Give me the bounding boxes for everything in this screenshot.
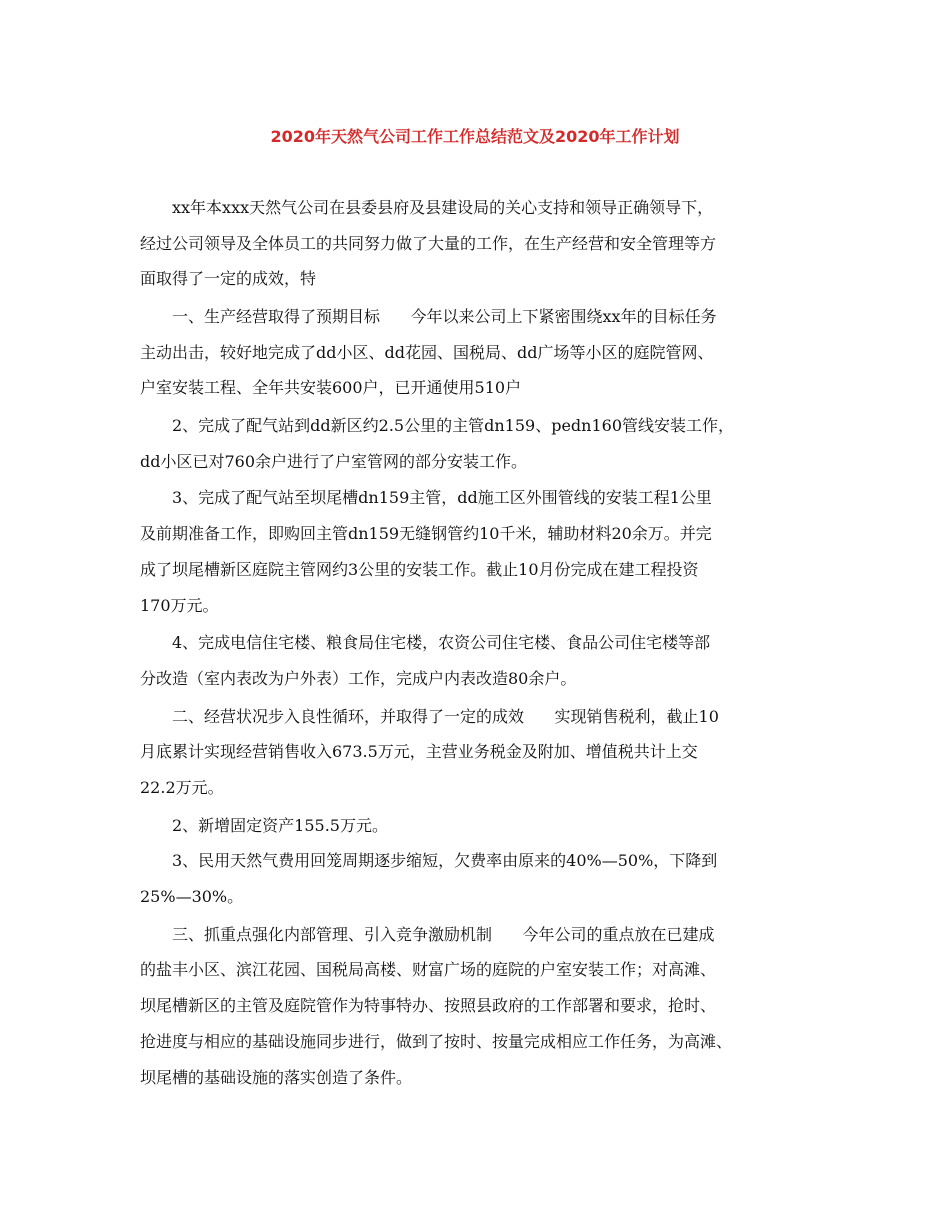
paragraph-2-line-2: 主动出击，较好地完成了dd小区、dd花园、国税局、dd广场等小区的庭院管网、 (140, 343, 714, 362)
paragraph-8-line-1: 3、民用天然气费用回笼周期逐步缩短，欠费率由原来的40%—50%，下降到 (172, 851, 718, 870)
paragraph-9-line-2: 的盐丰小区、滨江花园、国税局高楼、财富广场的庭院的户室安装工作；对高滩、 (140, 960, 717, 979)
paragraph-4-line-3: 成了坝尾槽新区庭院主管网约3公里的安装工作。截止10月份完成在建工程投资 (140, 560, 699, 579)
paragraph-1-line-2: 经过公司领导及全体员工的共同努力做了大量的工作，在生产经营和安全管理等方 (140, 234, 717, 253)
paragraph-1-line-3: 面取得了一定的成效，特 (140, 269, 317, 288)
paragraph-6-line-3: 22.2万元。 (140, 778, 224, 797)
paragraph-9-line-1: 三、抓重点强化内部管理、引入竞争激励机制 今年公司的重点放在已建成 (172, 925, 715, 944)
paragraph-9-line-5: 坝尾槽的基础设施的落实创造了条件。 (140, 1068, 413, 1087)
paragraph-3-line-1: 2、完成了配气站到dd新区约2.5公里的主管dn159、pedn160管线安装工作， (172, 416, 734, 435)
paragraph-4-line-1: 3、完成了配气站至坝尾槽dn159主管，dd施工区外围管线的安装工程1公里 (172, 488, 712, 507)
document-title: 2020年天然气公司工作工作总结范文及2020年工作计划 (270, 127, 680, 146)
paragraph-9-line-4: 抢进度与相应的基础设施同步进行，做到了按时、按量完成相应工作任务，为高滩、 (140, 1032, 733, 1051)
paragraph-6-line-1: 二、经营状况步入良性循环，并取得了一定的成效 实现销售税利，截止10 (172, 707, 719, 726)
paragraph-3-line-2: dd小区已对760余户进行了户室管网的部分安装工作。 (140, 452, 528, 471)
paragraph-5-line-1: 4、完成电信住宅楼、粮食局住宅楼，农资公司住宅楼、食品公司住宅楼等部 (172, 633, 711, 652)
paragraph-9-line-3: 坝尾槽新区的主管及庭院管作为特事特办、按照县政府的工作部署和要求，抢时、 (140, 996, 717, 1015)
paragraph-4-line-4: 170万元。 (140, 596, 219, 615)
paragraph-2-line-1: 一、生产经营取得了预期目标 今年以来公司上下紧密围绕xx年的目标任务 (172, 307, 717, 326)
paragraph-4-line-2: 及前期准备工作，即购回主管dn159无缝钢管约10千米，辅助材料20余万。并完 (140, 524, 712, 543)
paragraph-6-line-2: 月底累计实现经营销售收入673.5万元，主营业务税金及附加、增值税共计上交 (140, 742, 698, 761)
paragraph-7-line-1: 2、新增固定资产155.5万元。 (172, 816, 388, 835)
paragraph-8-line-2: 25%—30%。 (140, 887, 244, 906)
paragraph-5-line-2: 分改造（室内表改为户外表）工作，完成户内表改造80余户。 (140, 669, 577, 688)
paragraph-1-line-1: xx年本xxx天然气公司在县委县府及县建设局的关心支持和领导正确领导下， (172, 198, 714, 217)
paragraph-2-line-3: 户室安装工程、全年共安装600户，已开通使用510户 (140, 378, 522, 397)
